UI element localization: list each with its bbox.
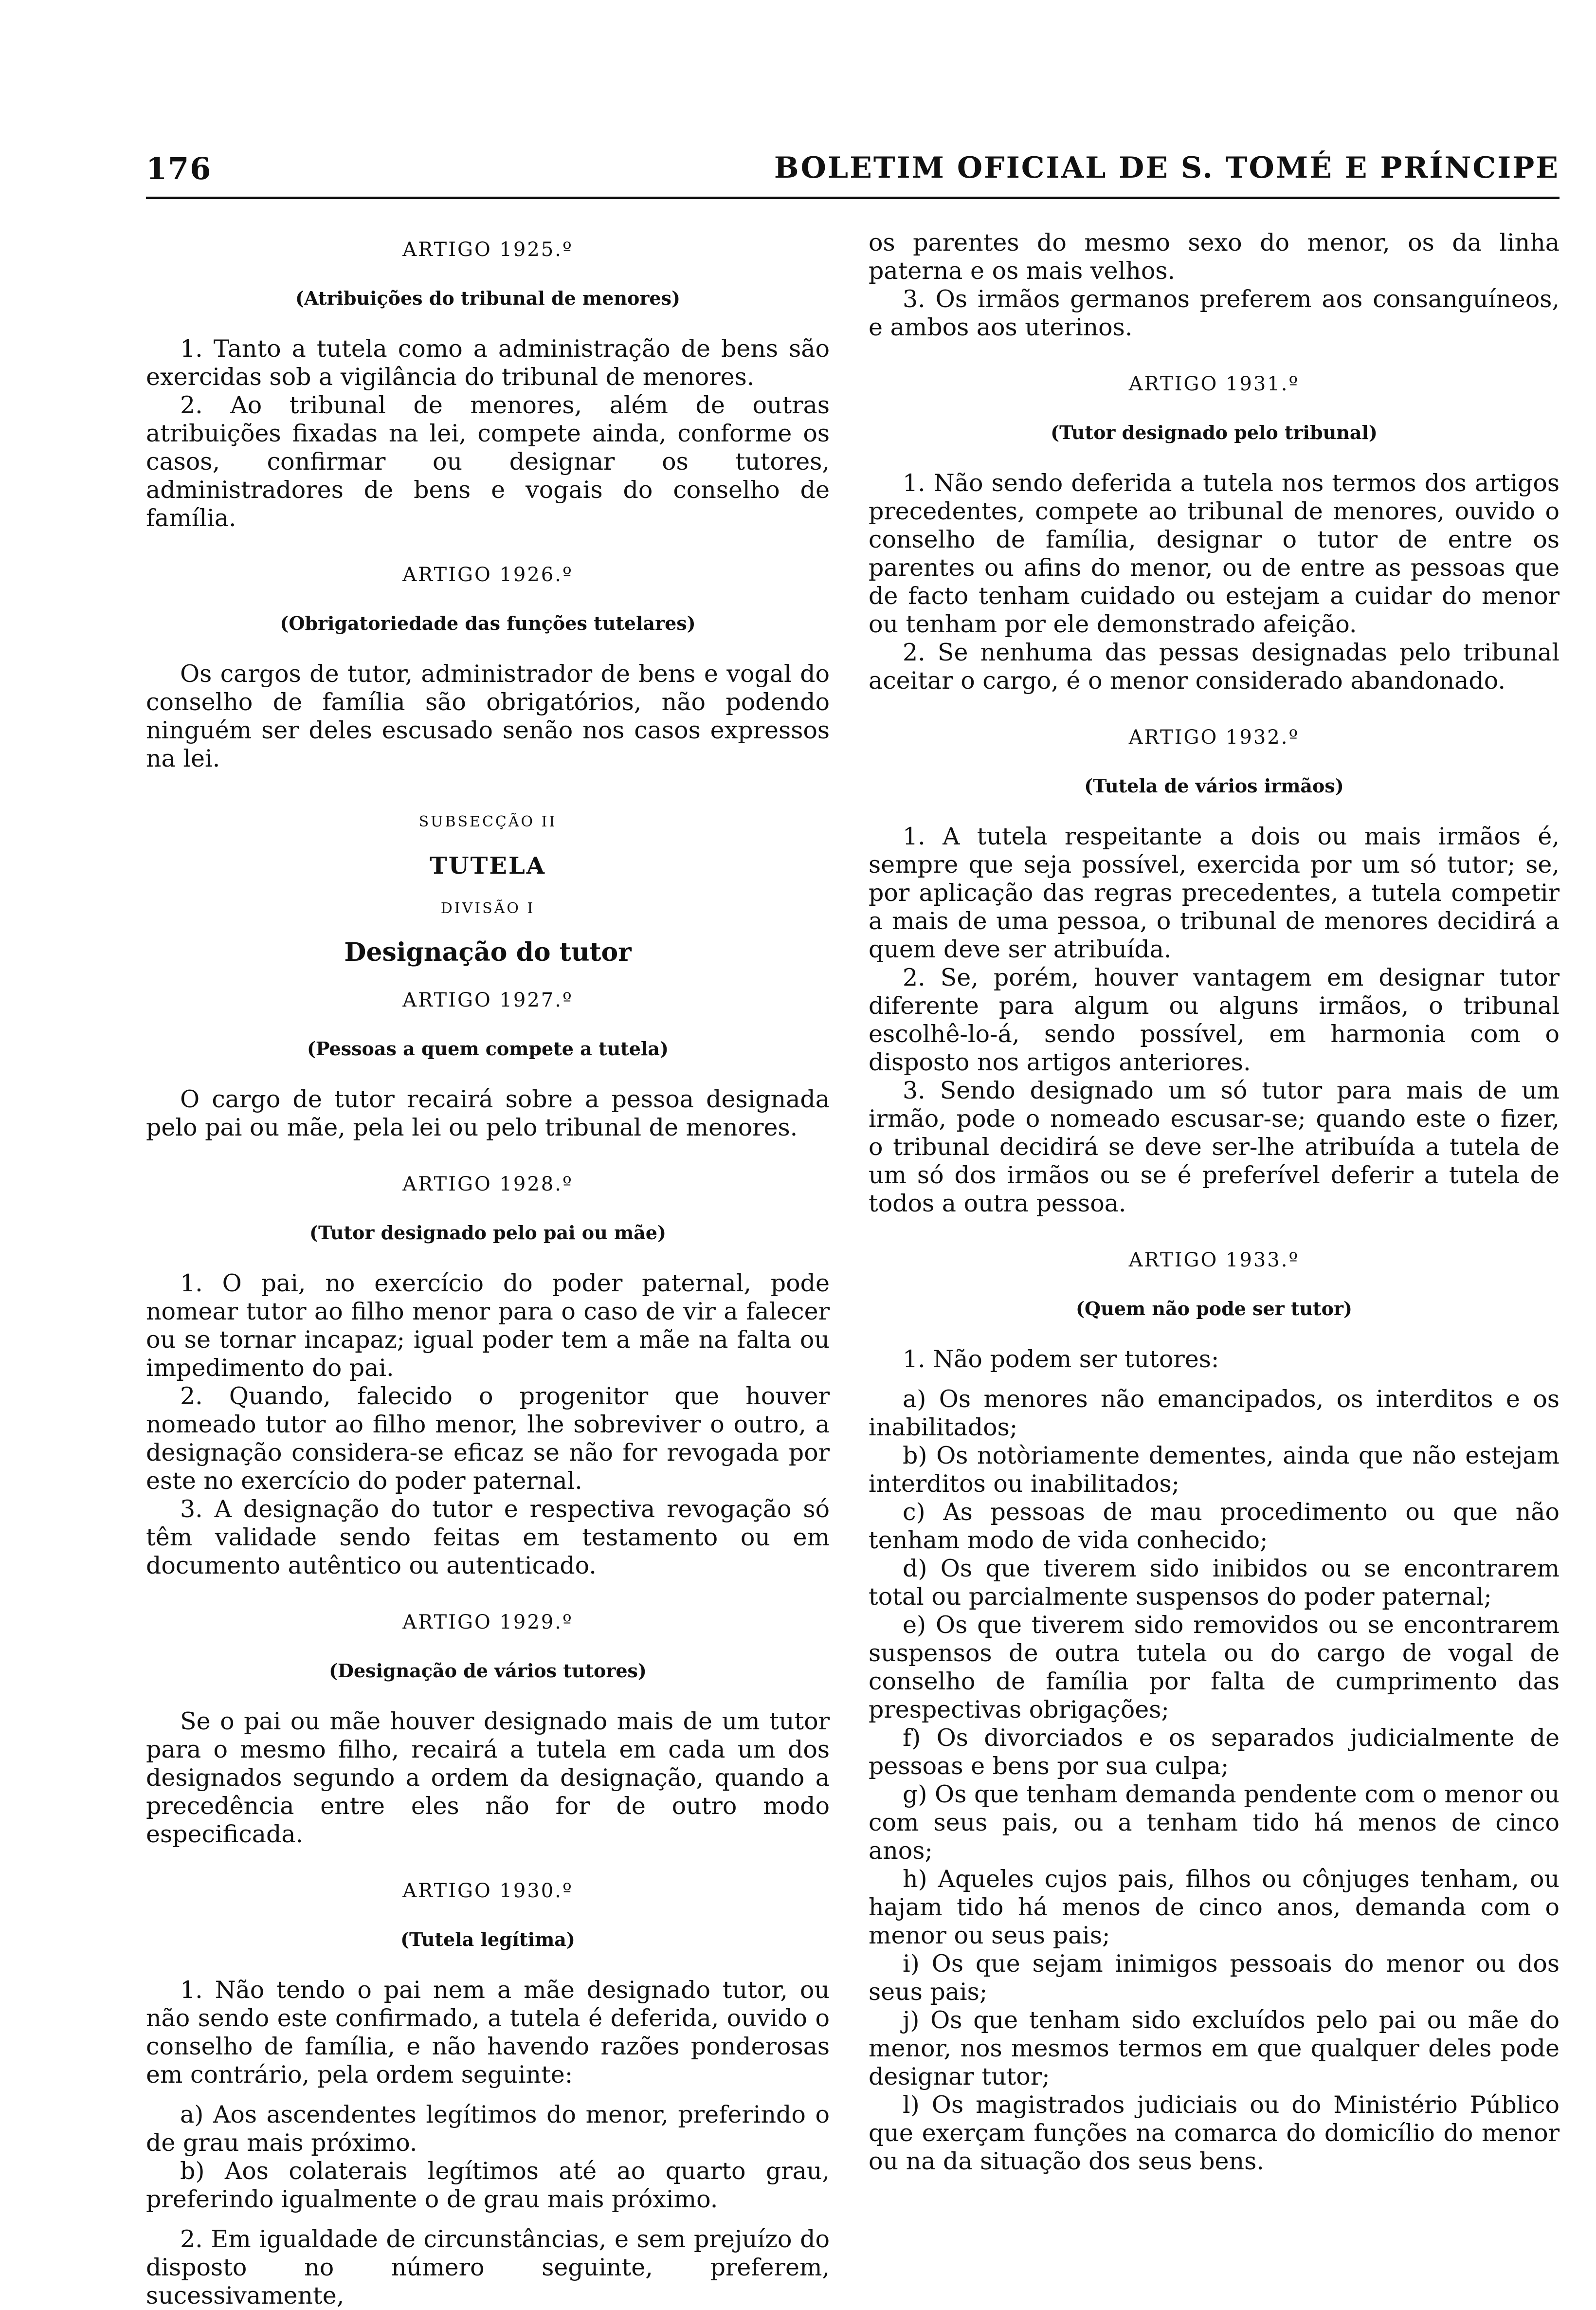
paragraph: O cargo de tutor recairá sobre a pessoa designada pelo pai ou mãe, pela lei ou pelo tribunal de menores. (146, 1085, 830, 1141)
paragraph: 2. Se nenhuma das pessas designadas pelo tribunal aceitar o cargo, é o menor considerado abandonado. (869, 639, 1560, 695)
paragraph: 1. Não sendo deferida a tutela nos termos dos artigos precedentes, compete ao tribunal de menores, ouvido o conselho de família, designar o tutor de entre os parentes ou afins do menor, ou de entre as pessoas que de facto tenham cuidado ou estejam a cuidar do menor ou tenham por ele demonstrado afeição. (869, 469, 1560, 638)
paragraph: 3. A designação do tutor e respectiva revogação só têm validade sendo feitas em testamento ou em documento autêntico ou autenticado. (146, 1495, 830, 1579)
article-title: ARTIGO 1933.º (1128, 1249, 1300, 1271)
paragraph: 2. Se, porém, houver vantagem em designar tutor diferente para algum ou alguns irmãos, o tribunal escolhê-lo-á, sendo possível, em harmonia com o disposto nos artigos anteriores. (869, 964, 1560, 1076)
article-title: ARTIGO 1931.º (1128, 373, 1300, 395)
list-item: g) Os que tenham demanda pendente com o menor ou com seus pais, ou a tenham tido há menos de cinco anos; (869, 1780, 1560, 1865)
article-title: ARTIGO 1926.º (402, 564, 573, 586)
division-title: Designação do tutor (344, 937, 632, 967)
article-title: ARTIGO 1929.º (402, 1611, 573, 1633)
subsection-label: SUBSECÇÃO II (418, 813, 557, 830)
article-subtitle: (Tutela legítima) (400, 1928, 575, 1950)
list-item: l) Os magistrados judiciais ou do Ministério Público que exerçam funções na comarca do domicílio do menor ou na da situação dos seus bens. (869, 2091, 1560, 2175)
paragraph: 2. Em igualdade de circunstâncias, e sem prejuízo do disposto no número seguinte, preferem, sucessivamente, (146, 2225, 830, 2310)
article-subtitle: (Quem não pode ser tutor) (1076, 1298, 1352, 1320)
article-title: ARTIGO 1927.º (402, 989, 573, 1011)
article-subtitle: (Obrigatoriedade das funções tutelares) (280, 612, 696, 634)
paragraph: Os cargos de tutor, administrador de bens e vogal do conselho de família são obrigatórios, não podendo ninguém ser deles escusado senão nos casos expressos na lei. (146, 660, 830, 772)
subsection-title: TUTELA (430, 852, 546, 880)
paragraph: 1. Tanto a tutela como a administração de bens são exercidas sob a vigilância do tribunal de menores. (146, 335, 830, 391)
running-title: BOLETIM OFICIAL DE S. TOMÉ E PRÍNCIPE (774, 151, 1560, 185)
article-title: ARTIGO 1925.º (402, 238, 573, 261)
right-column (869, 229, 1560, 2234)
article-subtitle: (Designação de vários tutores) (329, 1660, 647, 1682)
article-subtitle: (Tutela de vários irmãos) (1084, 775, 1344, 797)
paragraph: 1. Não tendo o pai nem a mãe designado tutor, ou não sendo este confirmado, a tutela é deferida, ouvido o conselho de família, e não havendo razões ponderosas em contrário, pela ordem seguinte: (146, 1976, 830, 2089)
left-column (146, 229, 830, 2310)
list-item: c) As pessoas de mau procedimento ou que não tenham modo de vida conhecido; (869, 1498, 1560, 1554)
paragraph: 1. O pai, no exercício do poder paternal, pode nomear tutor ao filho menor para o caso de vir a falecer ou se tornar incapaz; igual poder tem a mãe na falta ou impedimento do pai. (146, 1269, 830, 1382)
list-item: f) Os divorciados e os separados judicialmente de pessoas e bens por sua culpa; (869, 1724, 1560, 1780)
paragraph: 1. Não podem ser tutores: (903, 1345, 1219, 1373)
article-subtitle: (Pessoas a quem compete a tutela) (307, 1038, 669, 1060)
article-subtitle: (Tutor designado pelo tribunal) (1051, 422, 1378, 443)
list-item: d) Os que tiverem sido inibidos ou se encontrarem total ou parcialmente suspensos do poder paternal; (869, 1555, 1560, 1611)
paragraph: 1. A tutela respeitante a dois ou mais irmãos é, sempre que seja possível, exercida por um só tutor; se, por aplicação das regras precedentes, a tutela competir a mais de uma pessoa, o tribunal de menores decidirá a quem deve ser atribuída. (869, 823, 1560, 963)
article-title: ARTIGO 1932.º (1128, 726, 1300, 749)
header-rule (146, 197, 1560, 199)
list-item: j) Os que tenham sido excluídos pelo pai ou mãe do menor, nos mesmos termos em que qualquer deles pode designar tutor; (869, 2006, 1560, 2090)
paragraph: 2. Quando, falecido o progenitor que houver nomeado tutor ao filho menor, lhe sobreviver o outro, a designação considera-se eficaz se não for revogada por este no exercício do poder paternal. (146, 1382, 830, 1495)
article-subtitle: (Tutor designado pelo pai ou mãe) (309, 1222, 666, 1244)
division-label: DIVISÃO I (440, 900, 535, 917)
article-subtitle: (Atribuições do tribunal de menores) (295, 287, 680, 309)
paragraph: 3. Sendo designado um só tutor para mais de um irmão, pode o nomeado escusar-se; quando este o fizer, o tribunal decidirá se deve ser-lhe atribuída a tutela de um só dos irmãos ou se é preferível deferir a tutela de todos a outra pessoa. (869, 1077, 1560, 1217)
article-title: ARTIGO 1930.º (402, 1880, 573, 1902)
list-item: a) Os menores não emancipados, os interditos e os inabilitados; (869, 1385, 1560, 1441)
list-item: b) Os notòriamente dementes, ainda que não estejam interditos ou inabilitados; (869, 1442, 1560, 1498)
article-title: ARTIGO 1928.º (402, 1173, 573, 1195)
list-item: b) Aos colaterais legítimos até ao quarto grau, preferindo igualmente o de grau mais próximo. (146, 2157, 830, 2213)
paragraph: 2. Ao tribunal de menores, além de outras atribuições fixadas na lei, compete ainda, conforme os casos, confirmar ou designar os tutores, administradores de bens e vogais do conselho de família. (146, 391, 830, 532)
page-header (146, 146, 1560, 200)
list-item: i) Os que sejam inimigos pessoais do menor ou dos seus pais; (869, 1950, 1560, 2006)
list-item: a) Aos ascendentes legítimos do menor, preferindo o de grau mais próximo. (146, 2101, 830, 2157)
list-item: h) Aqueles cujos pais, filhos ou cônjuges tenham, ou hajam tido há menos de cinco anos, demanda com o menor ou seus pais; (869, 1865, 1560, 1949)
paragraph: 3. Os irmãos germanos preferem aos consanguíneos, e ambos aos uterinos. (869, 285, 1560, 341)
list-item: e) Os que tiverem sido removidos ou se encontrarem suspensos de outra tutela ou do cargo de vogal de conselho de família por falta de cumprimento das prespectivas obrigações; (869, 1611, 1560, 1723)
paragraph: Se o pai ou mãe houver designado mais de um tutor para o mesmo filho, recairá a tutela em cada um dos designados segundo a ordem da designação, quando a precedência entre eles não for de outro modo especificada. (146, 1707, 830, 1848)
paragraph-continuation: os parentes do mesmo sexo do menor, os da linha paterna e os mais velhos. (869, 229, 1560, 285)
page-number: 176 (146, 151, 212, 186)
